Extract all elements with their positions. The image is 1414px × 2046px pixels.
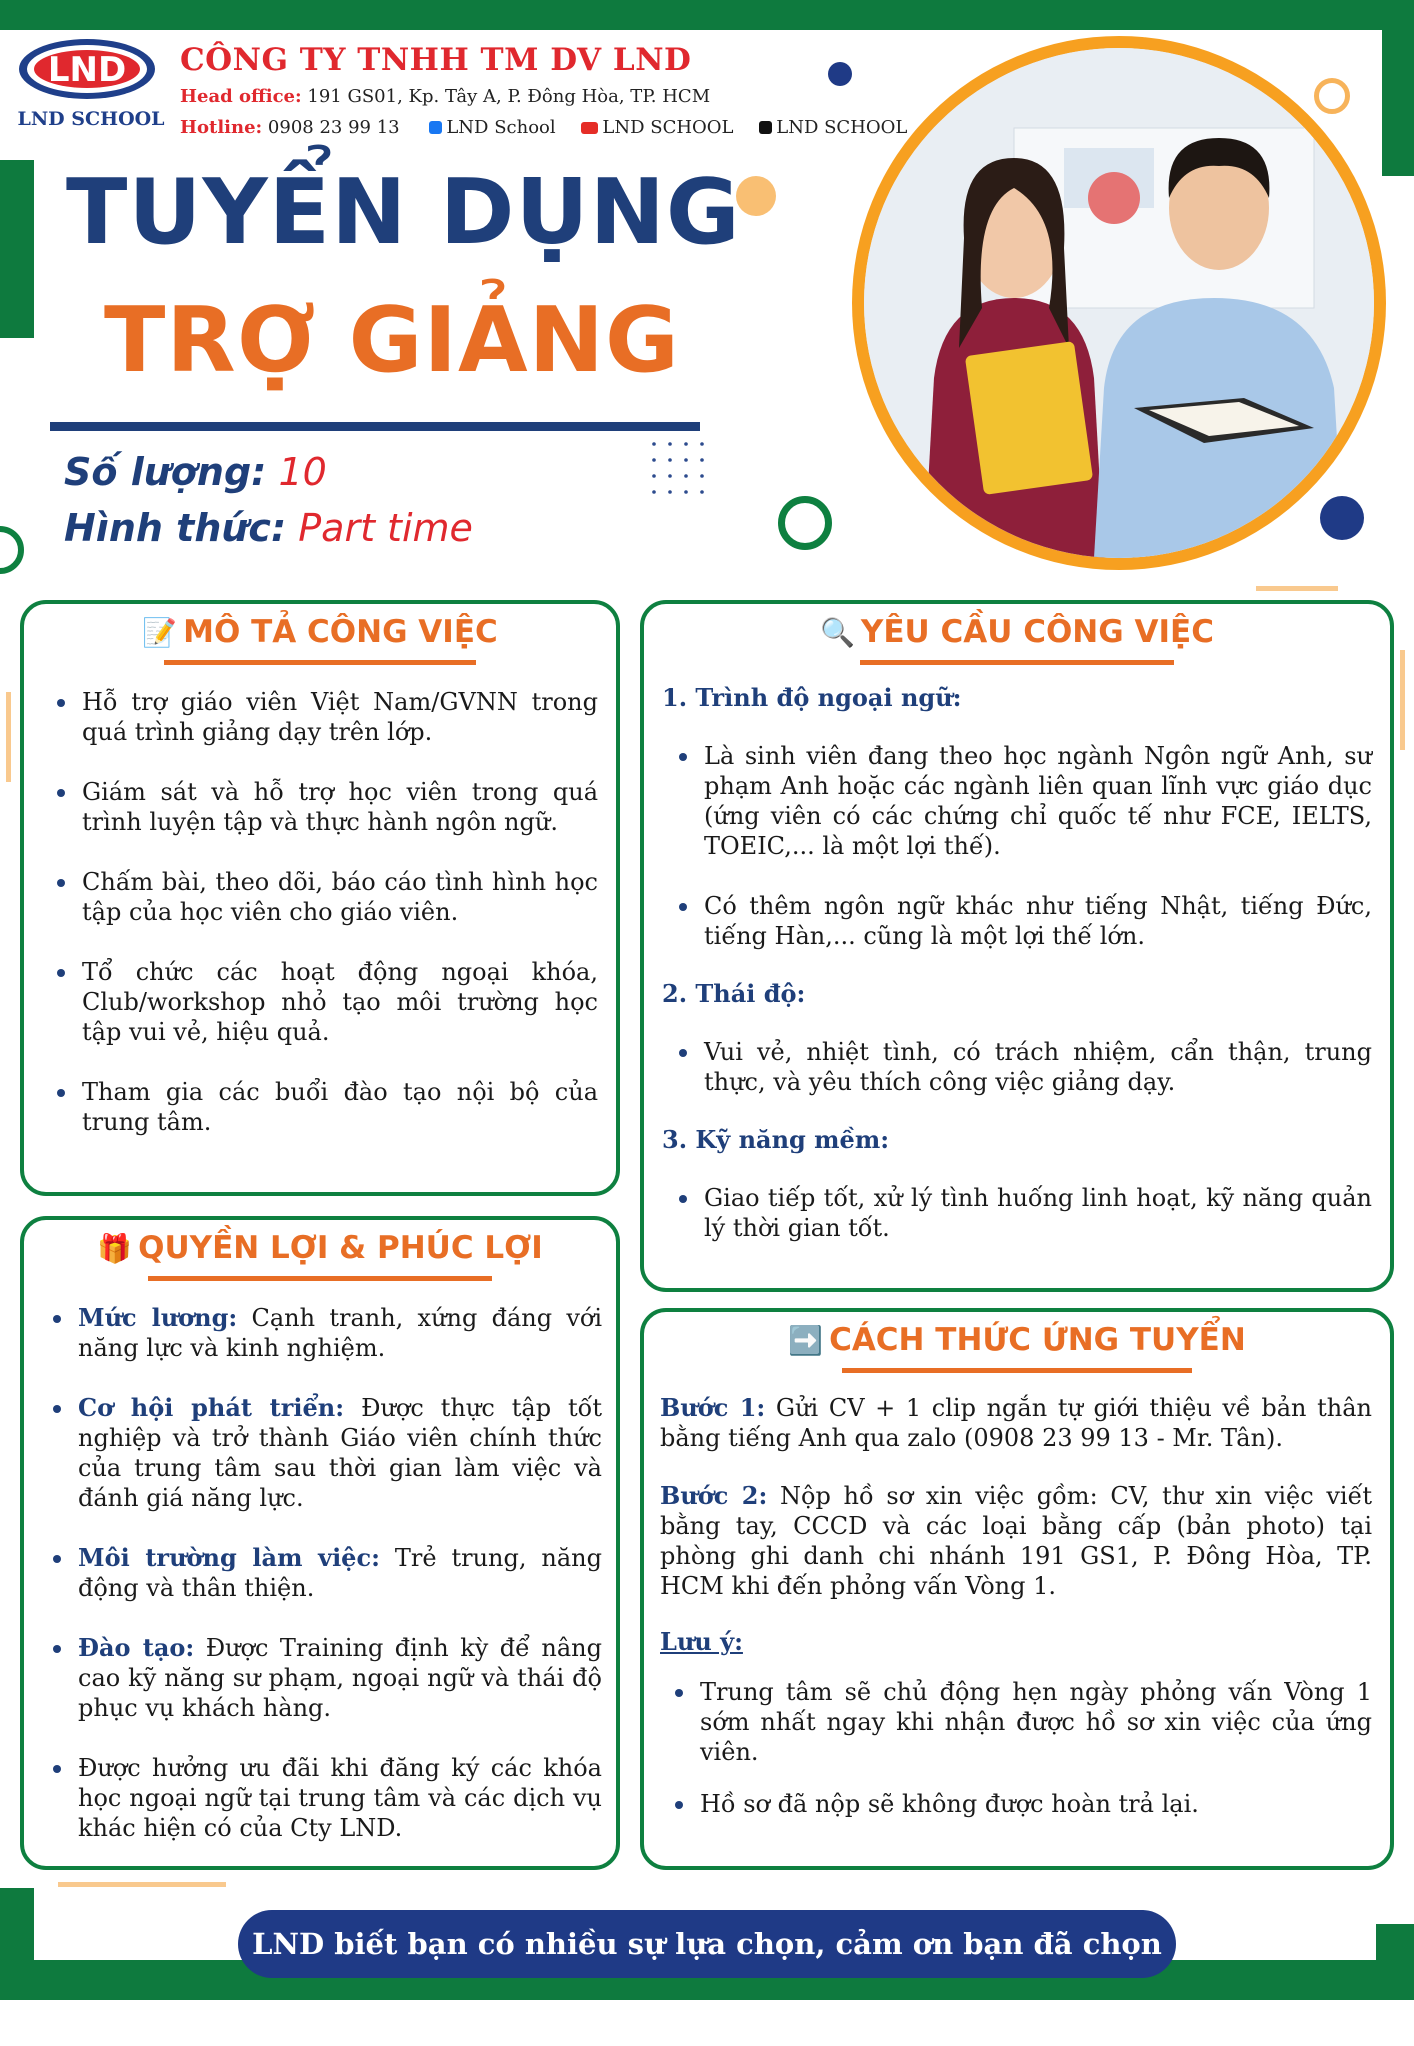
magnifier-icon: 🔍 [820,616,855,649]
work-type-label: Hình thức: [64,506,287,550]
work-type-value: Part time [298,506,473,550]
list-item [50,1633,602,1723]
facebook-label: LND School [446,117,556,138]
youtube-label: LND SCHOOL [602,117,734,138]
apply-underline [842,1368,1192,1373]
job-description-list [54,687,598,1137]
tiktok-icon [759,121,772,134]
apply-heading: CÁCH THỨC ỨNG TUYỂN [829,1322,1246,1358]
deco-dot [736,176,776,216]
youtube-icon [581,122,598,134]
hotline-label: Hotline: [180,117,263,138]
deco-line [1256,586,1338,591]
deco-dot [828,62,852,86]
head-office-label: Head office: [180,86,302,107]
apply-title [644,1322,1390,1358]
arrow-right-icon: ➡️ [788,1324,824,1357]
gift-icon: 🎁 [97,1232,133,1265]
list-item: Tổ chức các hoạt động ngoại khóa, Club/workshop nhỏ tạo môi trường học tập vui vẻ, hiệu quả. [54,957,598,1047]
staff-photo [864,48,1374,558]
requirement-list [676,1183,1372,1243]
benefit-label: Đào tạo: [78,1633,195,1662]
quantity-label: Số lượng: [64,450,267,494]
requirements-heading: YÊU CẦU CÔNG VIỆC [860,614,1214,650]
list-item [50,1393,602,1513]
deco-dot [1320,496,1364,540]
deco-dot-grid [650,440,714,496]
benefit-text: Trẻ trung, năng động và thân thiện. [78,1544,603,1602]
right-green-stripe [1382,28,1414,176]
step-2-text: Nộp hồ sơ xin việc gồm: CV, thư xin việc viết bằng tay, CCCD và các loại bằng cấp (bản photo) tại phòng ghi danh chi nhánh 191 GS1, P. Đông Hòa, TP. HCM khi đến phỏng vấn Vòng 1. [660,1482,1372,1600]
list-item: Là sinh viên đang theo học ngành Ngôn ngữ Anh, sư phạm Anh hoặc các ngành liên quan lĩnh vực giáo dục (ứng viên có các chứng chỉ quốc tế như FCE, IELTS, TOEIC,... là một lợi thế). [676,741,1372,861]
benefit-text: Được Training định kỳ để nâng cao kỹ năng sư phạm, ngoại ngữ và thái độ phục vụ khách hàng. [78,1634,602,1722]
footer-slogan: LND biết bạn có nhiều sự lựa chọn, cảm ơn bạn đã chọn LND [238,1910,1176,1978]
benefit-label: Cơ hội phát triển: [78,1393,345,1422]
list-item: Có thêm ngôn ngữ khác như tiếng Nhật, tiếng Đức, tiếng Hàn,... cũng là một lợi thế lớn. [676,891,1372,951]
requirement-list [676,741,1372,951]
tiktok-label: LND SCHOOL [776,117,908,138]
head-office-address: 191 GS01, Kp. Tây A, P. Đông Hòa, TP. HCM [307,86,711,107]
logo-text: LND [47,50,127,90]
job-description-title [24,614,616,650]
benefit-text: Được thực tập tốt nghiệp và trở thành Giáo viên chính thức của trung tâm sau thời gian làm việc và đánh giá năng lực. [78,1394,603,1512]
apply-panel [640,1308,1394,1870]
benefits-title [24,1230,616,1266]
apply-step-2 [660,1481,1372,1601]
tiktok-link[interactable] [759,117,907,138]
requirements-body [662,683,1372,1243]
quantity-line [64,450,327,494]
requirement-section-heading: 3. Kỹ năng mềm: [662,1125,890,1154]
note-list [672,1677,1372,1819]
benefit-label: Mức lương: [78,1303,238,1332]
facebook-icon [429,121,442,134]
quantity-value: 10 [278,450,327,494]
benefits-list [50,1303,602,1843]
facebook-link[interactable] [429,117,555,138]
headline-position: TRỢ GIẢNG [104,288,680,393]
work-type-line [64,506,473,550]
list-item [50,1543,602,1603]
hotline-line [180,117,907,138]
list-item: Giao tiếp tốt, xử lý tình huống linh hoạt, kỹ năng quản lý thời gian tốt. [676,1183,1372,1243]
step-1-text: Gửi CV + 1 clip ngắn tự giới thiệu về bản thân bằng tiếng Anh qua zalo (0908 23 99 13 - Mr. Tân). [660,1394,1372,1452]
benefits-heading: QUYỀN LỢI & PHÚC LỢI [138,1230,543,1266]
list-item: Vui vẻ, nhiệt tình, có trách nhiệm, cẩn thận, trung thực, và yêu thích công việc giảng dạy. [676,1037,1372,1097]
left-bottom-stripe [0,1888,34,1968]
top-green-bar [0,0,1414,30]
deco-ring [778,496,832,550]
head-office-line [180,86,710,107]
list-item: Hỗ trợ giáo viên Việt Nam/GVNN trong quá trình giảng dạy trên lớp. [54,687,598,747]
job-description-underline [164,660,476,665]
company-logo [16,36,166,130]
requirement-list [676,1037,1372,1097]
deco-ring [0,526,24,574]
benefit-text: Cạnh tranh, xứng đáng với năng lực và kinh nghiệm. [78,1304,602,1362]
step-1-label: Bước 1: [660,1393,766,1422]
list-item [50,1753,602,1843]
benefit-label: Môi trường làm việc: [78,1543,380,1572]
list-item: Hồ sơ đã nộp sẽ không được hoàn trả lại. [672,1789,1372,1819]
list-item: Chấm bài, theo dõi, báo cáo tình hình học tập của học viên cho giáo viên. [54,867,598,927]
requirements-underline [860,660,1174,665]
job-description-heading: MÔ TẢ CÔNG VIỆC [183,614,498,650]
list-item: Giám sát và hỗ trợ học viên trong quá trình luyện tập và thực hành ngôn ngữ. [54,777,598,837]
list-item: Tham gia các buổi đào tạo nội bộ của trung tâm. [54,1077,598,1137]
youtube-link[interactable] [581,117,733,138]
benefit-text: Được hưởng ưu đãi khi đăng ký các khóa học ngoại ngữ tại trung tâm và các dịch vụ khác hiện có của Cty LND. [78,1754,602,1842]
company-name: CÔNG TY TNHH TM DV LND [180,42,692,78]
requirement-section-heading: 1. Trình độ ngoại ngữ: [662,683,962,712]
apply-step-1 [660,1393,1372,1453]
benefits-panel [20,1216,620,1870]
deco-ring [1314,78,1350,114]
requirements-panel [640,600,1394,1292]
apply-body [660,1393,1372,1819]
deco-line [58,1882,226,1887]
note-label: Lưu ý: [660,1627,743,1656]
logo-school-label: LND SCHOOL [17,108,165,130]
staff-photo-illustration [864,48,1374,558]
deco-line [1400,650,1405,750]
headline-underline [50,422,700,431]
benefits-underline [148,1276,492,1281]
memo-icon: 📝 [142,616,178,649]
hotline-number[interactable]: 0908 23 99 13 [267,117,400,138]
deco-line [6,692,11,782]
requirement-section-heading: 2. Thái độ: [662,979,806,1008]
job-description-panel [20,600,620,1196]
list-item [50,1303,602,1363]
headline-recruitment: TUYỂN DỤNG [66,160,741,265]
requirements-title [644,614,1390,650]
left-green-stripe [0,160,34,338]
step-2-label: Bước 2: [660,1481,768,1510]
lnd-logo-mark [16,36,158,102]
right-bottom-stripe [1376,1924,1414,1968]
list-item: Trung tâm sẽ chủ động hẹn ngày phỏng vấn Vòng 1 sớm nhất ngay khi nhận được hồ sơ xin việc của ứng viên. [672,1677,1372,1767]
